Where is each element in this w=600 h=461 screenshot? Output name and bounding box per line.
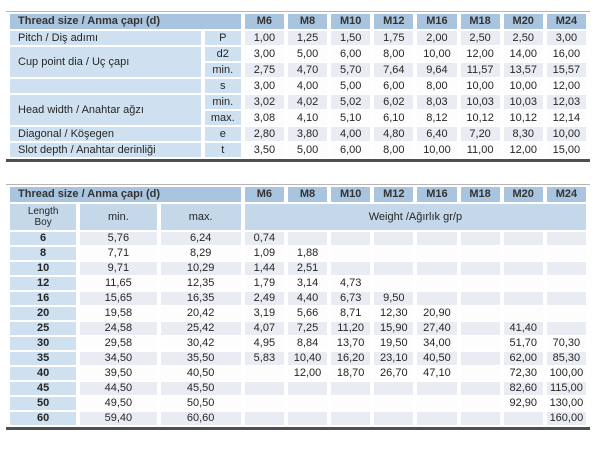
value-cell: 5,02: [331, 95, 370, 109]
value-cell: 10,00: [547, 127, 586, 141]
value-cell: 6,00: [331, 143, 370, 157]
weight-cell: 0,74: [245, 232, 284, 245]
weight-cell: [461, 277, 500, 290]
column-header-m6: M6: [245, 187, 284, 202]
weight-cell: [374, 262, 413, 275]
max-cell: 45,50: [161, 382, 241, 395]
weight-cell: 12,00: [288, 367, 327, 380]
weight-cell: [288, 412, 327, 425]
column-header-m16: M16: [417, 187, 456, 202]
column-header-m24: M24: [547, 14, 586, 29]
min-cell: 5,76: [80, 232, 156, 245]
value-cell: 2,50: [504, 31, 543, 45]
value-cell: 5,10: [331, 111, 370, 125]
length-cell: 45: [10, 382, 76, 395]
length-column-header: [10, 204, 76, 230]
value-cell: 5,00: [331, 79, 370, 93]
value-cell: 4,80: [374, 127, 413, 141]
value-cell: 12,00: [547, 79, 586, 93]
length-row: [10, 307, 586, 320]
value-cell: 10,00: [417, 143, 456, 157]
length-row: [10, 382, 586, 395]
weight-cell: 19,50: [374, 337, 413, 350]
symbol-cell: max.: [205, 111, 241, 125]
subheader-row: [10, 204, 586, 230]
min-cell: 34,50: [80, 352, 156, 365]
length-label-tr: Boy: [34, 217, 52, 228]
weight-cell: 3,19: [245, 307, 284, 320]
weight-cell: 16,20: [331, 352, 370, 365]
weight-cell: 5,66: [288, 307, 327, 320]
value-cell: 8,00: [374, 143, 413, 157]
row-label: [10, 79, 201, 93]
weight-cell: [374, 232, 413, 245]
value-cell: 7,64: [374, 63, 413, 77]
column-header-m10: M10: [331, 14, 370, 29]
weight-cell: [504, 277, 543, 290]
column-header-m18: M18: [461, 14, 500, 29]
length-cell: 12: [10, 277, 76, 290]
weight-cell: [331, 397, 370, 410]
value-cell: 1,25: [288, 31, 327, 45]
weight-cell: 2,51: [288, 262, 327, 275]
thread-dimensions-table: [6, 11, 590, 162]
max-cell: 8,29: [161, 247, 241, 260]
spec-row: [10, 143, 586, 157]
symbol-cell: d2: [205, 47, 241, 61]
weight-cell: 41,40: [504, 322, 543, 335]
value-cell: 11,00: [461, 143, 500, 157]
row-label: Pitch / Diş adımı: [10, 31, 201, 45]
weight-cell: [461, 352, 500, 365]
value-cell: 6,10: [374, 111, 413, 125]
value-cell: 12,03: [547, 95, 586, 109]
max-cell: 50,50: [161, 397, 241, 410]
length-cell: 20: [10, 307, 76, 320]
weight-header: Weight /Ağırlık gr/p: [245, 204, 586, 230]
weight-cell: 1,09: [245, 247, 284, 260]
weight-cell: [461, 382, 500, 395]
weight-cell: [547, 247, 586, 260]
row-label: Diagonal / Köşegen: [10, 127, 201, 141]
weight-cell: 40,50: [417, 352, 456, 365]
weight-cell: [461, 292, 500, 305]
weight-cell: [417, 262, 456, 275]
length-row: [10, 277, 586, 290]
max-cell: 30,42: [161, 337, 241, 350]
column-header-m6: M6: [245, 14, 284, 29]
value-cell: 2,75: [245, 63, 284, 77]
length-cell: 40: [10, 367, 76, 380]
weight-cell: 51,70: [504, 337, 543, 350]
weight-cell: 34,00: [417, 337, 456, 350]
value-cell: 4,10: [288, 111, 327, 125]
value-cell: 7,20: [461, 127, 500, 141]
column-header-m18: M18: [461, 187, 500, 202]
min-cell: 44,50: [80, 382, 156, 395]
weight-cell: 9,50: [374, 292, 413, 305]
weight-cell: [288, 232, 327, 245]
value-cell: 10,12: [461, 111, 500, 125]
column-header-m12: M12: [374, 14, 413, 29]
weight-cell: [245, 367, 284, 380]
value-cell: 10,00: [504, 79, 543, 93]
length-row: [10, 322, 586, 335]
max-column-header: max.: [161, 204, 241, 230]
max-cell: 6,24: [161, 232, 241, 245]
column-header-m12: M12: [374, 187, 413, 202]
row-label: Cup point dia / Uç çapı: [10, 47, 201, 77]
length-row: [10, 337, 586, 350]
weight-cell: 160,00: [547, 412, 586, 425]
value-cell: 3,00: [547, 31, 586, 45]
value-cell: 5,70: [331, 63, 370, 77]
max-cell: 20,42: [161, 307, 241, 320]
max-cell: 25,42: [161, 322, 241, 335]
column-header-m20: M20: [504, 14, 543, 29]
value-cell: 8,00: [374, 47, 413, 61]
length-cell: 16: [10, 292, 76, 305]
min-column-header: min.: [80, 204, 156, 230]
weight-cell: [547, 322, 586, 335]
weight-cell: [504, 232, 543, 245]
weight-cell: 85,30: [547, 352, 586, 365]
weight-cell: [417, 397, 456, 410]
length-weight-table: [6, 184, 590, 430]
value-cell: 5,00: [288, 47, 327, 61]
spec-row: [10, 47, 586, 61]
value-cell: 10,03: [504, 95, 543, 109]
weight-cell: 70,30: [547, 337, 586, 350]
weight-cell: 1,44: [245, 262, 284, 275]
weight-cell: [504, 262, 543, 275]
weight-cell: 11,20: [331, 322, 370, 335]
value-cell: 2,80: [245, 127, 284, 141]
length-cell: 8: [10, 247, 76, 260]
weight-cell: [461, 247, 500, 260]
max-cell: 40,50: [161, 367, 241, 380]
weight-cell: 15,90: [374, 322, 413, 335]
value-cell: 3,08: [245, 111, 284, 125]
weight-cell: [461, 367, 500, 380]
weight-cell: 6,73: [331, 292, 370, 305]
weight-cell: [461, 322, 500, 335]
length-row: [10, 397, 586, 410]
weight-cell: [504, 412, 543, 425]
weight-cell: 4,73: [331, 277, 370, 290]
weight-cell: [417, 382, 456, 395]
value-cell: 1,50: [331, 31, 370, 45]
value-cell: 8,12: [417, 111, 456, 125]
weight-cell: [288, 382, 327, 395]
row-label: Head width / Anahtar ağzı: [10, 95, 201, 125]
weight-cell: 4,07: [245, 322, 284, 335]
value-cell: 4,70: [288, 63, 327, 77]
weight-cell: [331, 262, 370, 275]
weight-cell: [461, 307, 500, 320]
value-cell: 3,50: [245, 143, 284, 157]
value-cell: 8,03: [417, 95, 456, 109]
weight-cell: [461, 412, 500, 425]
value-cell: 3,00: [245, 79, 284, 93]
value-cell: 6,02: [374, 95, 413, 109]
weight-cell: 2,49: [245, 292, 284, 305]
length-cell: 25: [10, 322, 76, 335]
column-header-m20: M20: [504, 187, 543, 202]
weight-cell: [504, 292, 543, 305]
value-cell: 6,00: [374, 79, 413, 93]
weight-cell: 1,79: [245, 277, 284, 290]
weight-cell: 10,40: [288, 352, 327, 365]
weight-cell: 26,70: [374, 367, 413, 380]
value-cell: 12,00: [461, 47, 500, 61]
weight-cell: 12,30: [374, 307, 413, 320]
weight-cell: [374, 412, 413, 425]
weight-cell: 4,40: [288, 292, 327, 305]
weight-cell: [245, 382, 284, 395]
value-cell: 10,00: [417, 47, 456, 61]
length-cell: 50: [10, 397, 76, 410]
weight-cell: [417, 412, 456, 425]
value-cell: 10,12: [504, 111, 543, 125]
value-cell: 10,03: [461, 95, 500, 109]
max-cell: 12,35: [161, 277, 241, 290]
weight-cell: [374, 382, 413, 395]
length-row: [10, 292, 586, 305]
spec-row: [10, 31, 586, 45]
length-label-en: Length: [27, 206, 59, 217]
length-row: [10, 352, 586, 365]
length-cell: 60: [10, 412, 76, 425]
min-cell: 39,50: [80, 367, 156, 380]
length-cell: 10: [10, 262, 76, 275]
weight-cell: 130,00: [547, 397, 586, 410]
spec-row: [10, 79, 586, 93]
weight-cell: [461, 262, 500, 275]
weight-cell: 92,90: [504, 397, 543, 410]
weight-cell: 115,00: [547, 382, 586, 395]
weight-cell: 62,00: [504, 352, 543, 365]
weight-cell: [374, 397, 413, 410]
weight-cell: [461, 337, 500, 350]
weight-cell: [547, 307, 586, 320]
value-cell: 13,57: [504, 63, 543, 77]
value-cell: 3,00: [245, 47, 284, 61]
length-cell: 35: [10, 352, 76, 365]
value-cell: 12,00: [504, 143, 543, 157]
value-cell: 15,57: [547, 63, 586, 77]
weight-cell: [288, 397, 327, 410]
value-cell: 15,00: [547, 143, 586, 157]
weight-cell: [547, 232, 586, 245]
min-cell: 59,40: [80, 412, 156, 425]
value-cell: 6,40: [417, 127, 456, 141]
weight-cell: 18,70: [331, 367, 370, 380]
symbol-cell: min.: [205, 95, 241, 109]
min-cell: 9,71: [80, 262, 156, 275]
value-cell: 4,02: [288, 95, 327, 109]
value-cell: 8,30: [504, 127, 543, 141]
value-cell: 5,00: [288, 143, 327, 157]
weight-cell: [417, 277, 456, 290]
value-cell: 6,00: [331, 47, 370, 61]
weight-cell: [374, 247, 413, 260]
min-cell: 49,50: [80, 397, 156, 410]
value-cell: 3,02: [245, 95, 284, 109]
weight-cell: [331, 382, 370, 395]
table2-title-header: Thread size / Anma çapı (d): [10, 187, 241, 202]
spec-row: [10, 95, 586, 109]
value-cell: 2,00: [417, 31, 456, 45]
symbol-cell: e: [205, 127, 241, 141]
weight-cell: 20,90: [417, 307, 456, 320]
max-cell: 60,60: [161, 412, 241, 425]
weight-cell: 4,95: [245, 337, 284, 350]
weight-cell: [547, 277, 586, 290]
column-header-m8: M8: [288, 14, 327, 29]
value-cell: 3,80: [288, 127, 327, 141]
value-cell: 2,50: [461, 31, 500, 45]
weight-cell: 8,84: [288, 337, 327, 350]
weight-cell: [504, 307, 543, 320]
value-cell: 12,14: [547, 111, 586, 125]
weight-cell: [417, 247, 456, 260]
spec-row: [10, 127, 586, 141]
weight-cell: 47,10: [417, 367, 456, 380]
table1-title-header: Thread size / Anma çapı (d): [10, 14, 241, 29]
column-header-m10: M10: [331, 187, 370, 202]
length-cell: 6: [10, 232, 76, 245]
weight-cell: 5,83: [245, 352, 284, 365]
symbol-cell: t: [205, 143, 241, 157]
length-cell: 30: [10, 337, 76, 350]
min-cell: 19,58: [80, 307, 156, 320]
length-row: [10, 247, 586, 260]
max-cell: 35,50: [161, 352, 241, 365]
row-label: Slot depth / Anahtar derinliği: [10, 143, 201, 157]
symbol-cell: min.: [205, 63, 241, 77]
weight-cell: 1,88: [288, 247, 327, 260]
min-cell: 24,58: [80, 322, 156, 335]
column-header-m8: M8: [288, 187, 327, 202]
min-cell: 15,65: [80, 292, 156, 305]
column-header-m24: M24: [547, 187, 586, 202]
weight-cell: [461, 397, 500, 410]
weight-cell: [461, 232, 500, 245]
weight-cell: [331, 412, 370, 425]
weight-cell: 23,10: [374, 352, 413, 365]
max-cell: 10,29: [161, 262, 241, 275]
length-row: [10, 262, 586, 275]
value-cell: 4,00: [288, 79, 327, 93]
value-cell: 10,00: [461, 79, 500, 93]
weight-cell: 82,60: [504, 382, 543, 395]
weight-cell: [331, 232, 370, 245]
weight-cell: [245, 397, 284, 410]
weight-cell: [547, 262, 586, 275]
weight-cell: 13,70: [331, 337, 370, 350]
length-row: [10, 412, 586, 425]
value-cell: 9,64: [417, 63, 456, 77]
weight-cell: [504, 247, 543, 260]
value-cell: 14,00: [504, 47, 543, 61]
weight-cell: [245, 412, 284, 425]
weight-cell: [417, 232, 456, 245]
weight-cell: [331, 247, 370, 260]
symbol-cell: s: [205, 79, 241, 93]
min-cell: 7,71: [80, 247, 156, 260]
min-cell: 11,65: [80, 277, 156, 290]
weight-cell: [417, 292, 456, 305]
value-cell: 1,00: [245, 31, 284, 45]
weight-cell: 72,30: [504, 367, 543, 380]
catalog-page: [0, 11, 600, 461]
length-row: [10, 232, 586, 245]
symbol-cell: P: [205, 31, 241, 45]
length-row: [10, 367, 586, 380]
value-cell: 8,00: [417, 79, 456, 93]
weight-cell: [374, 277, 413, 290]
weight-cell: [547, 292, 586, 305]
value-cell: 11,57: [461, 63, 500, 77]
weight-cell: 7,25: [288, 322, 327, 335]
value-cell: 16,00: [547, 47, 586, 61]
weight-cell: 27,40: [417, 322, 456, 335]
weight-cell: 8,71: [331, 307, 370, 320]
weight-cell: 100,00: [547, 367, 586, 380]
column-header-m16: M16: [417, 14, 456, 29]
weight-cell: 3,14: [288, 277, 327, 290]
value-cell: 4,00: [331, 127, 370, 141]
max-cell: 16,35: [161, 292, 241, 305]
min-cell: 29,58: [80, 337, 156, 350]
value-cell: 1,75: [374, 31, 413, 45]
